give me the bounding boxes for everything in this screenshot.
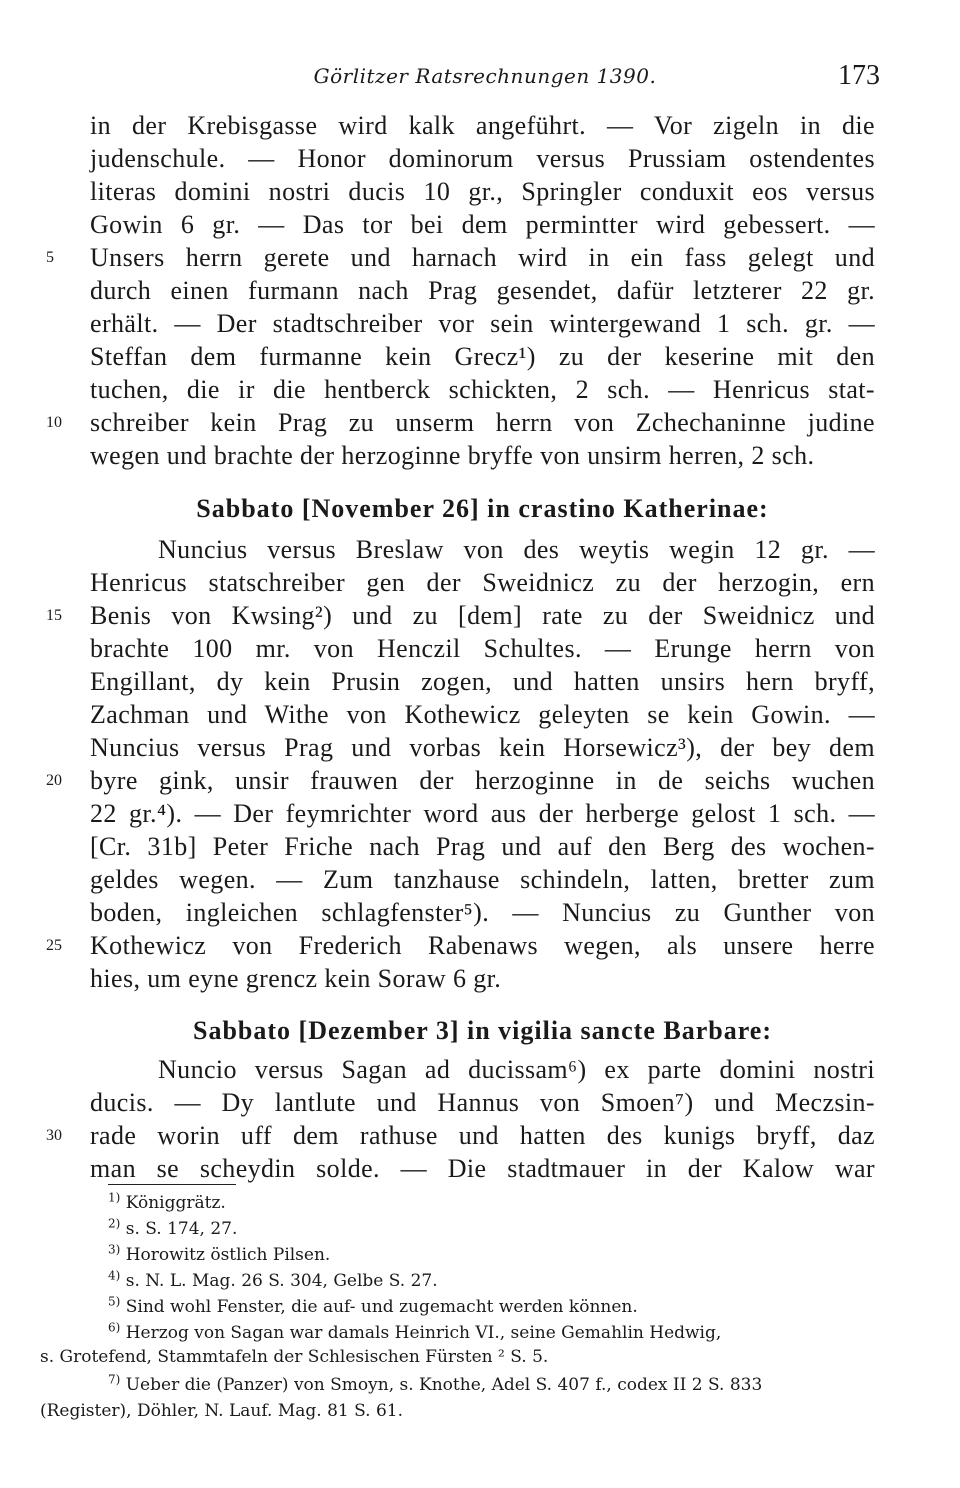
footnote-mark: 2) [108,1216,121,1231]
text-line: Nuncius versus Prag und vorbas kein Horsewicz³), der bey dem [90,733,875,762]
footnote-mark: 3) [108,1242,121,1257]
text-line: judenschule. — Honor dominorum versus Prussiam ostendentes [90,144,875,173]
footnote-mark: 7) [108,1372,121,1387]
footnote-text: Ueber die (Panzer) von Smoyn, s. Knothe, Adel S. 407 f., codex II 2 S. 833 [125,1375,763,1395]
footnote-mark: 5) [108,1294,121,1309]
footnote [108,1296,638,1320]
text-line: Zachman und Withe von Kothewicz geleyten se kein Gowin. — [90,700,875,729]
footnote [108,1270,438,1294]
text-line: erhält. — Der stadtschreiber vor sein wintergewand 1 sch. gr. — [90,309,875,338]
footnote-mark: 4) [108,1268,121,1283]
text-line: Nuncio versus Sagan ad ducissam⁶) ex parte domini nostri [158,1055,875,1084]
footnote [108,1244,330,1268]
running-head: Görlitzer Ratsrechnungen 1390. [313,64,657,88]
footnote [108,1192,226,1216]
text-line: hies, um eyne grencz kein Soraw 6 gr. [90,964,502,993]
text-line: geldes wegen. — Zum tanzhause schindeln, latten, bretter zum [90,865,875,894]
text-line: durch einen furmann nach Prag gesendet, dafür letzterer 22 gr. [90,276,875,305]
text-line: in der Krebisgasse wird kalk angeführt. — Vor zigeln in die [90,111,875,140]
footnote-continuation [40,1346,548,1370]
footnote-text: s. S. 174, 27. [125,1219,238,1239]
text-line: literas domini nostri ducis 10 gr., Springler conduxit eos versus [90,177,875,206]
footnote-continuation [40,1400,403,1424]
page-number: 173 [838,60,880,91]
text-line: schreiber kein Prag zu unserm herrn von Zchechaninne judine [90,408,875,437]
footnote [108,1218,237,1242]
text-line: Henricus statschreiber gen der Sweidnicz zu der herzogin, ern [90,568,875,597]
text-line: Benis von Kwsing²) und zu [dem] rate zu der Sweidnicz und [90,601,875,630]
text-line: rade worin uff dem rathuse und hatten des kunigs bryff, daz [90,1121,875,1150]
text-line: boden, ingleichen schlagfenster⁵). — Nuncius zu Gunther von [90,898,875,927]
footnote-text: s. N. L. Mag. 26 S. 304, Gelbe S. 27. [125,1271,438,1291]
text-line: Unsers herrn gerete und harnach wird in ein fass gelegt und [90,243,875,272]
footnote-divider [108,1184,236,1185]
footnote-mark: 1) [108,1190,121,1205]
footnote-text: Königgrätz. [125,1193,226,1213]
line-number: 15 [46,607,62,624]
text-line: brachte 100 mr. von Henczil Schultes. — Erunge herrn von [90,634,875,663]
footnote-text: s. Grotefend, Stammtafeln der Schlesischen Fürsten ² S. 5. [40,1347,549,1367]
text-line: Kothewicz von Frederich Rabenaws wegen, als unsere herre [90,931,875,960]
text-line: Steffan dem furmanne kein Grecz¹) zu der keserine mit den [90,342,875,371]
text-line: man se scheydin solde. — Die stadtmauer in der Kalow war [90,1154,875,1183]
text-line: byre gink, unsir frauwen der herzoginne in de seichs wuchen [90,766,875,795]
section-heading: Sabbato [November 26] in crastino Katherinae: [196,494,769,523]
footnote-text: Sind wohl Fenster, die auf- und zugemacht werden können. [125,1297,638,1317]
line-number: 30 [46,1127,62,1144]
text-line: wegen und brachte der herzoginne bryffe von unsirm herren, 2 sch. [90,441,815,470]
footnote [108,1322,721,1346]
footnote-text: Horowitz östlich Pilsen. [125,1245,331,1265]
line-number: 10 [46,414,62,431]
text-line: Nuncius versus Breslaw von des weytis wegin 12 gr. — [158,535,875,564]
line-number: 5 [46,249,54,266]
footnote-text: (Register), Döhler, N. Lauf. Mag. 81 S. 61. [40,1401,403,1421]
text-line: tuchen, die ir die hentberck schickten, 2 sch. — Henricus stat- [90,375,875,404]
text-line: ducis. — Dy lantlute und Hannus von Smoen⁷) und Meczsin- [90,1088,875,1117]
section-heading: Sabbato [Dezember 3] in vigilia sancte Barbare: [193,1016,772,1045]
line-number: 25 [46,937,62,954]
text-line: Engillant, dy kein Prusin zogen, und hatten unsirs hern bryff, [90,667,875,696]
page-header [90,60,880,96]
footnote-text: Herzog von Sagan war damals Heinrich VI., seine Gemahlin Hedwig, [125,1323,722,1343]
footnote-mark: 6) [108,1320,121,1335]
text-line: Gowin 6 gr. — Das tor bei dem permintter wird gebessert. — [90,210,875,239]
text-line: 22 gr.⁴). — Der feymrichter word aus der herberge gelost 1 sch. — [90,799,875,828]
footnote [108,1374,762,1398]
line-number: 20 [46,772,62,789]
text-line: [Cr. 31b] Peter Friche nach Prag und auf den Berg des wochen- [90,832,875,861]
